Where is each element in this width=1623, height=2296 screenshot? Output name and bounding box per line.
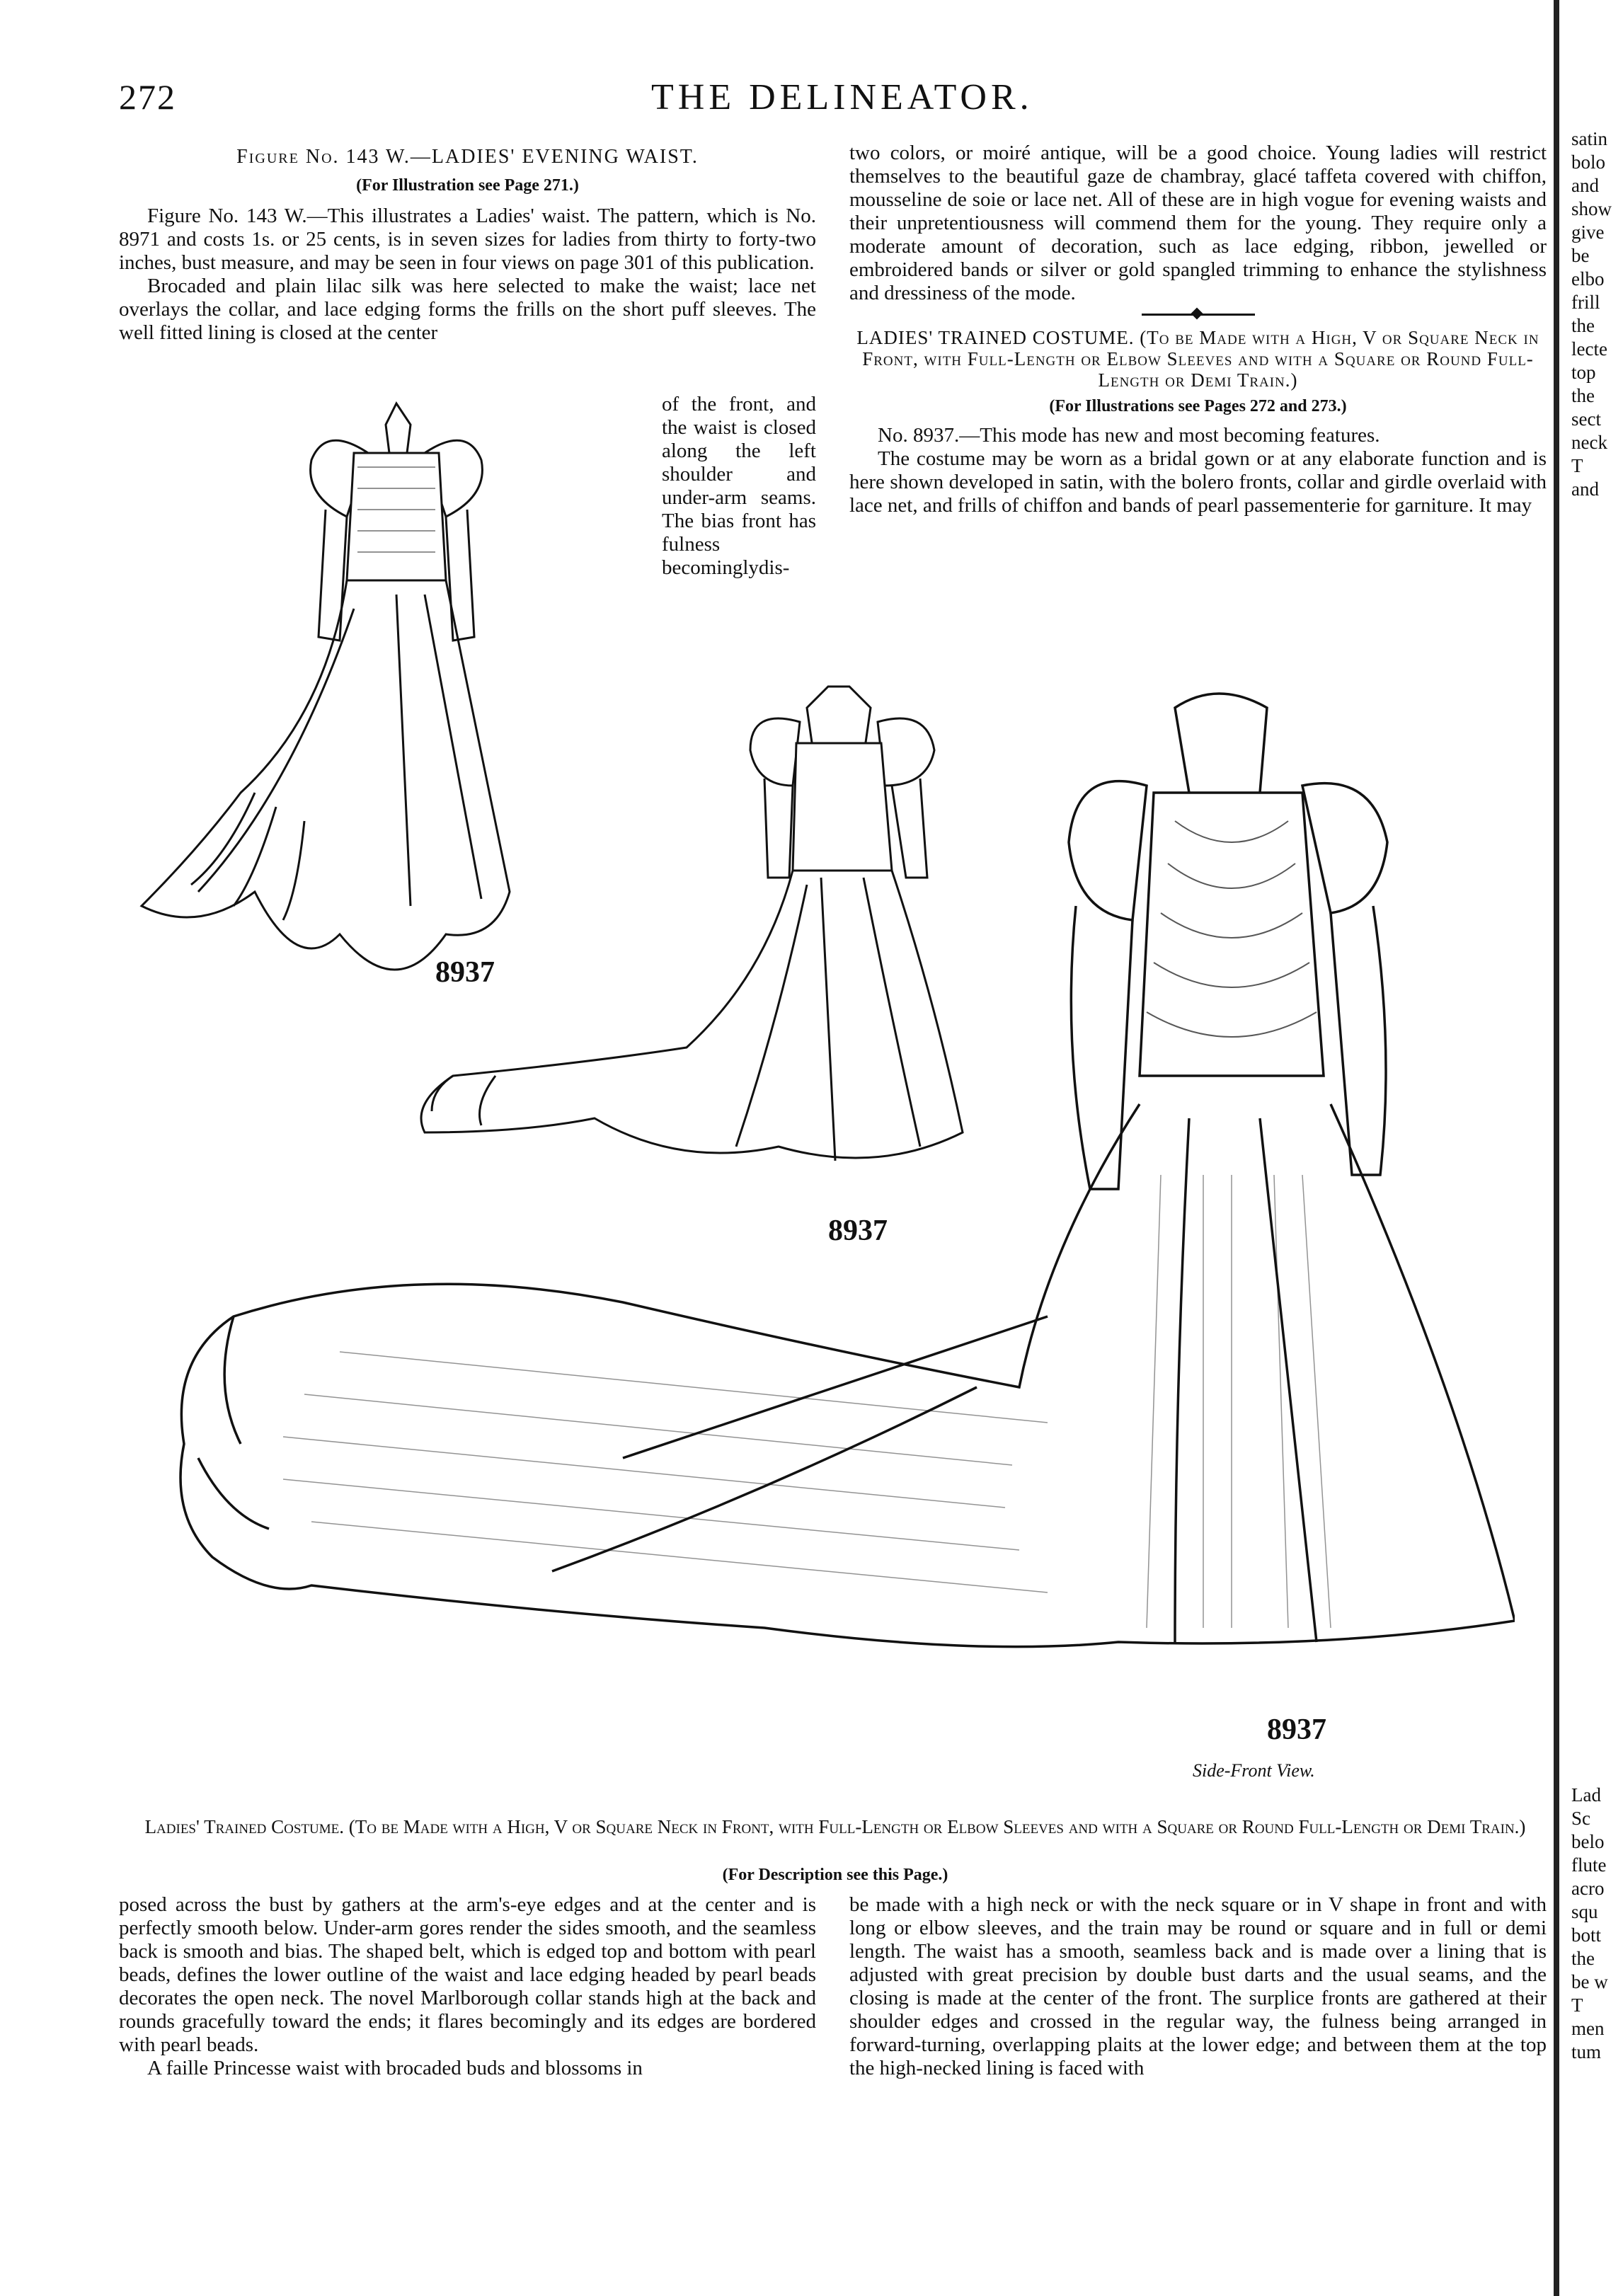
adjacent-page-word: show [1571,198,1612,219]
adjacent-page-word: bolo [1571,151,1606,173]
pattern-number-label: 8937 [1267,1714,1326,1746]
adjacent-page-word: be w [1571,1971,1608,1992]
figure-note: (For Illustration see Page 271.) [356,176,579,195]
adjacent-page-word: Lad [1571,1784,1601,1806]
adjacent-page-word: satin [1571,128,1607,149]
running-title: THE DELINEATOR. [651,77,1033,117]
adjacent-page-word: squ [1571,1901,1598,1922]
gown-illustration-side-front-view [127,679,1515,1727]
pattern-number-label: 8937 [435,956,495,989]
paragraph: be made with a high neck or with the neck square or in V shape in front and with long or elbow sleeves, and the train may be round or square and in full or demi length. The waist has a smooth, seamless back and is made over a lining that is adjusted with great precision by double bust darts and the usual seams, and the closing is made at the center of the front. The surplice fronts are gathered at their shoulder edges and crossed in the regular way, the fulness being arranged in forward-turning, overlapping plaits at the lower edge; and between them at the top the high-necked lining is faced with [849,1893,1547,2079]
paragraph: Figure No. 143 W.—This illustrates a Ladies' waist. The pattern, which is No. 8971 and costs 1s. or 25 cents, is in seven sizes for ladies from thirty to forty-two inches, bust measure, and may be seen in four views on page 301 of this publication. [119,205,816,274]
adjacent-page-word: top [1571,362,1596,383]
paragraph: posed across the bust by gathers at the arm's-eye edges and at the center and is perfectly smooth below. Under-arm gores render the sides smooth, and the seamless back is smooth and bias. The shaped belt, which is edged top and bottom with pearl beads, defines the lower outline of the waist and lace edging headed by pearl beads decorates the open neck. The novel Marlborough collar stands high at the back and rounds gracefully toward the ends; it flares becomingly and its edges are bordered with pearl beads. [119,1893,816,2056]
adjacent-page-word: the [1571,315,1595,336]
adjacent-page-word: and [1571,478,1599,500]
separator [1142,314,1255,316]
adjacent-page-word: be [1571,245,1590,266]
adjacent-page-word: elbo [1571,268,1605,289]
adjacent-page-word: sect [1571,408,1601,430]
section-heading: LADIES' TRAINED COSTUME. (To be Made with a High, V or Square Neck in Front, with Full-Length or Elbow Sleeves and with a Square or Round Full-Length or Demi Train.) [856,327,1539,391]
adjacent-page-word: T [1571,455,1583,476]
paragraph: The costume may be worn as a bridal gown or at any elaborate function and is here shown developed in satin, with the bolero fronts, collar and girdle overlaid with lace net, and frills of chiffon and bands of pearl passementerie for garniture. It may [849,447,1547,517]
page-number: 272 [119,77,176,117]
adjacent-page-word: flute [1571,1854,1607,1876]
view-caption: Side-Front View. [1193,1760,1315,1781]
adjacent-page-word: the [1571,1948,1595,1969]
page-gutter-rule [1554,0,1559,2296]
right-column-bottom [849,1893,1547,2080]
adjacent-page-word: tum [1571,2041,1602,2062]
wrapped-text: of the front, and the waist is closed along the left shoulder and under-arm seams. The bias front has fulness becominglydis- [662,393,816,579]
paragraph: No. 8937.—This mode has new and most becoming features. [878,424,1380,447]
adjacent-page-fragment [1571,1784,1623,2064]
pattern-number-label: 8937 [828,1215,888,1247]
left-column-top [119,145,816,345]
adjacent-page-word: men [1571,2018,1605,2039]
adjacent-page-word: bott [1571,1924,1602,1946]
adjacent-page-word: frill [1571,292,1600,313]
left-column-bottom [119,1893,816,2080]
illustration-caption-note: (For Description see this Page.) [722,1866,948,1884]
adjacent-page-word: the [1571,385,1595,406]
paragraph: Brocaded and plain lilac silk was here selected to make the waist; lace net overlays the collar, and lace edging forms the frills on the short puff sleeves. The well fitted lining is closed at the center [119,275,816,344]
adjacent-page-word: belo [1571,1831,1605,1852]
adjacent-page-word: T [1571,1994,1583,2016]
paragraph: A faille Princesse waist with brocaded buds and blossoms in [147,2057,643,2079]
adjacent-page-word: acro [1571,1878,1605,1899]
adjacent-page-word: lecte [1571,338,1607,360]
paragraph: two colors, or moiré antique, will be a good choice. Young ladies will restrict themselves to the beautiful gaze de chambray, glacé taffeta covered with chiffon, mousseline de soie or lace net. All of these are in high vogue for evening waists and their unpretentiousness will commend them for the young. They require only a moderate amount of decoration, such as lace edging, ribbon, jewelled or embroidered bands or silver or gold spangled trimming to enhance the stylishness and dressiness of the mode. [849,142,1547,304]
illustration-caption: Ladies' Trained Costume. (To be Made with a High, V or Square Neck in Front, with Full-Length or Elbow Sleeves and with a Square or Round Full-Length or Demi Train.) [144,1816,1526,1837]
adjacent-page-word: neck [1571,432,1607,453]
figure-heading: Figure No. 143 W.—LADIES' EVENING WAIST. [236,146,699,168]
adjacent-page-word: and [1571,175,1599,196]
section-note: (For Illustrations see Pages 272 and 273.) [1049,397,1347,415]
adjacent-page-word: Sc [1571,1808,1590,1829]
right-column-top [849,142,1547,517]
adjacent-page-fragment [1571,127,1623,501]
adjacent-page-word: give [1571,222,1605,243]
